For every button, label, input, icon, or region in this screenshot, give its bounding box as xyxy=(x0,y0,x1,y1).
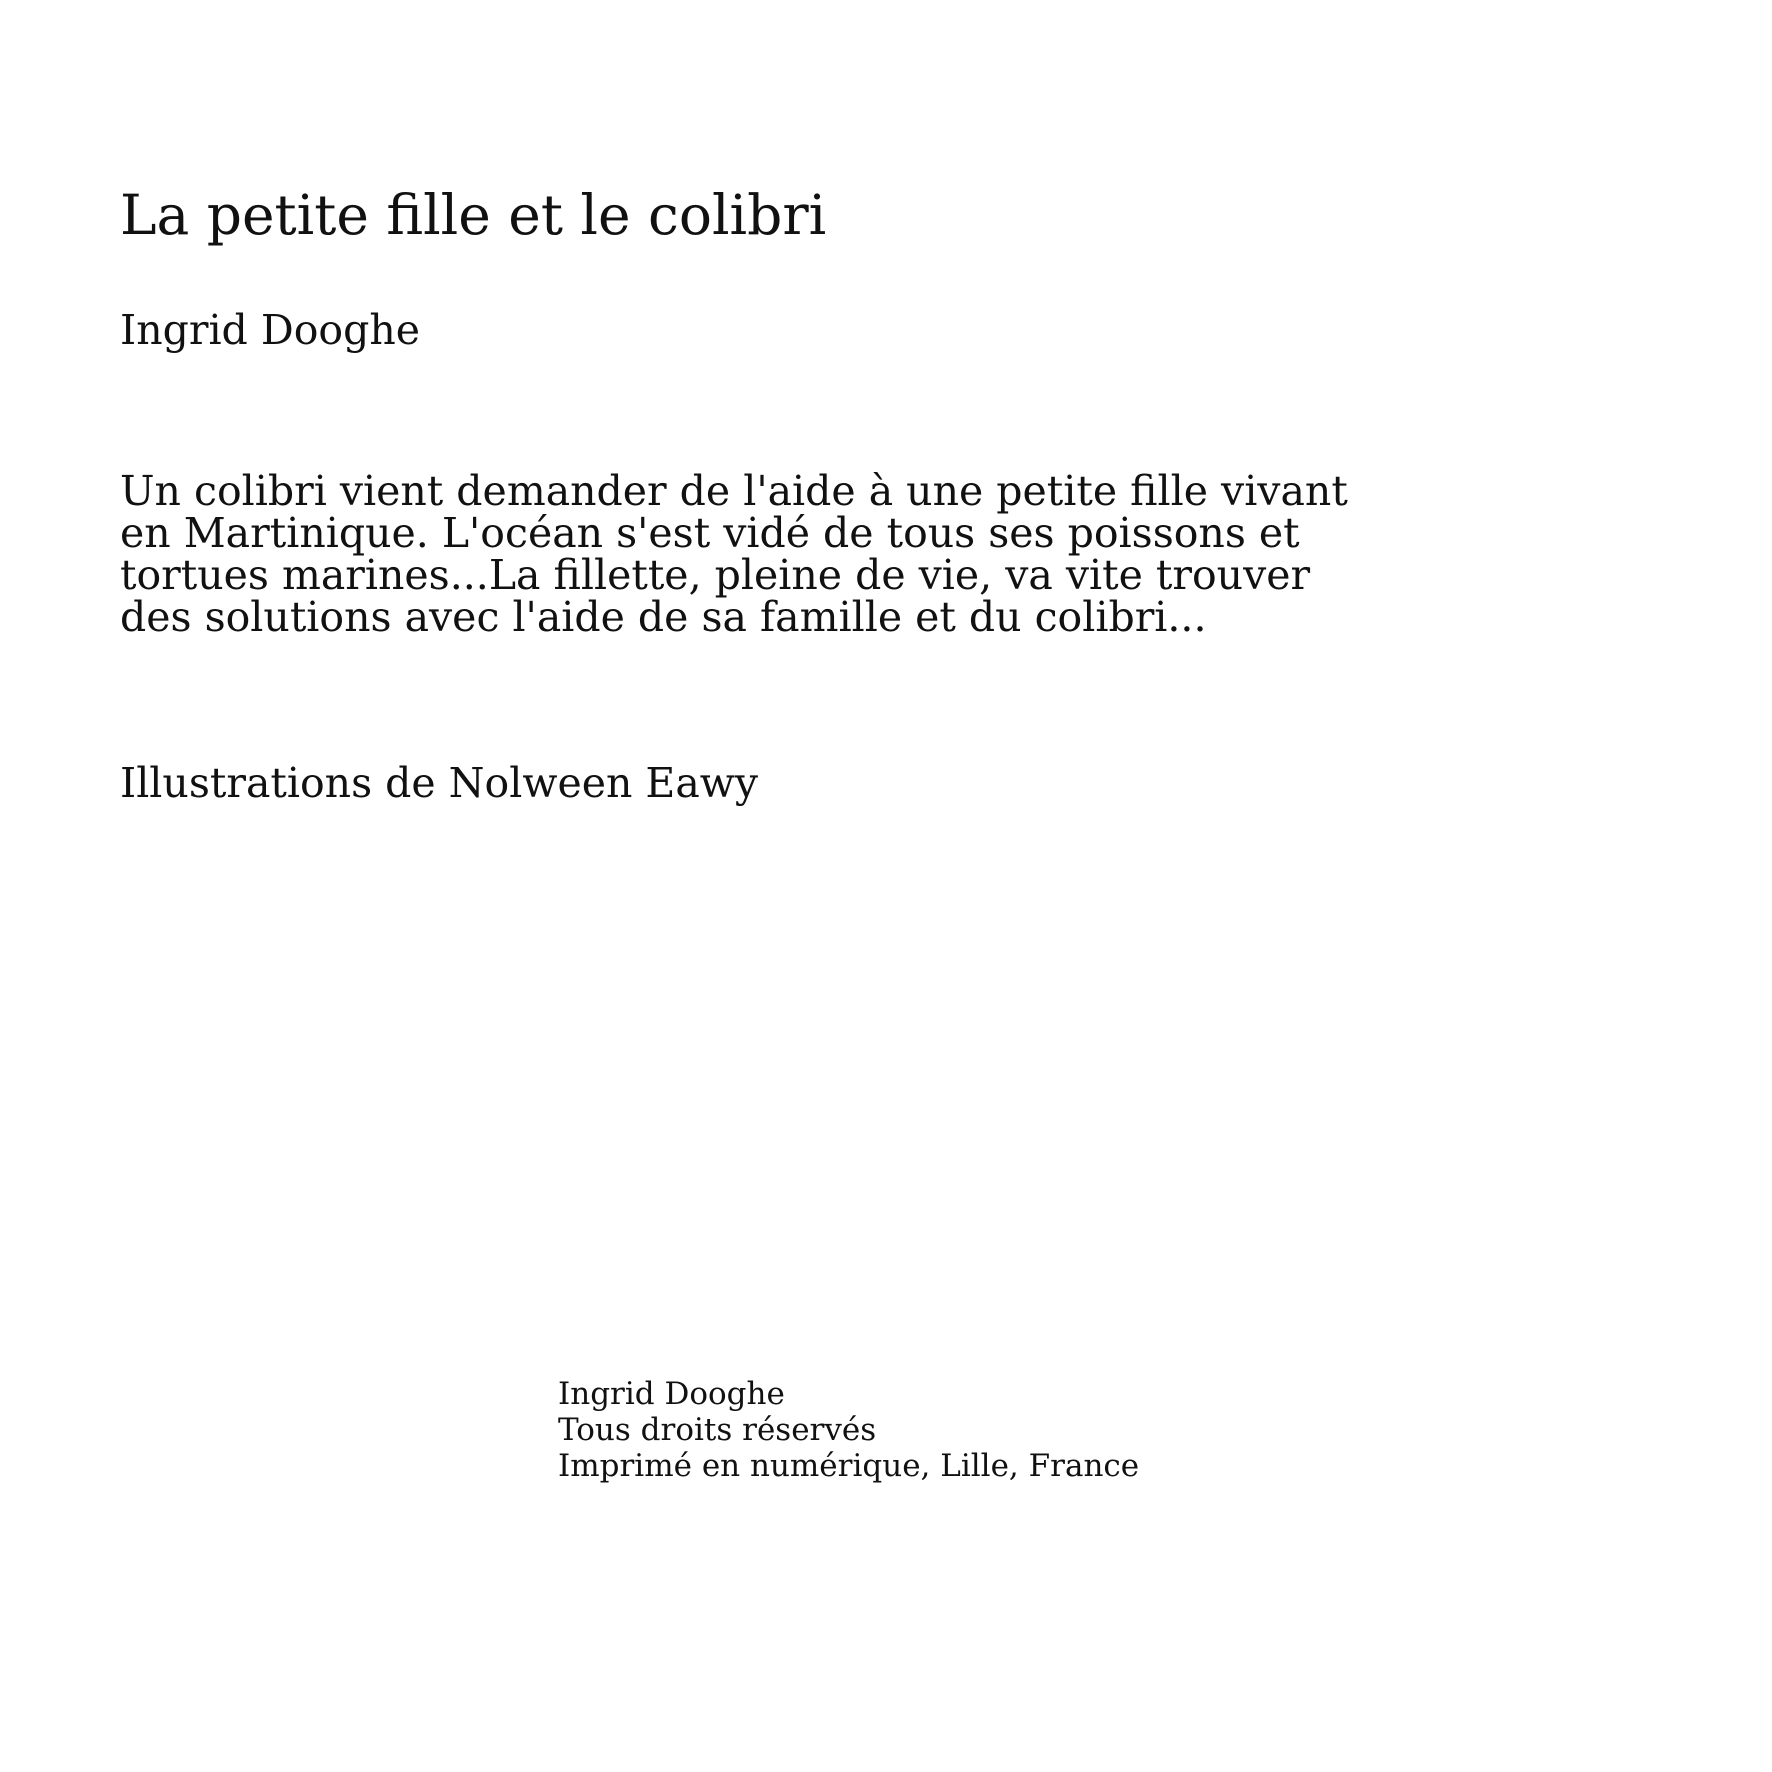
book-title: La petite fille et le colibri xyxy=(120,183,827,247)
colophon-printing: Imprimé en numérique, Lille, France xyxy=(558,1448,1140,1484)
colophon-rights: Tous droits réservés xyxy=(558,1412,877,1448)
author-name: Ingrid Dooghe xyxy=(120,306,420,354)
book-summary: Un colibri vient demander de l'aide à une petite fille vivant en Martinique. L'océan s'est vidé de tous ses poissons et tortues marines...La fillette, pleine de vie, va vite trouver des solutions avec l'aide de sa famille et du colibri... xyxy=(120,467,1348,641)
illustrator-credit: Illustrations de Nolween Eawy xyxy=(120,759,759,807)
colophon xyxy=(558,1376,1139,1484)
colophon-author: Ingrid Dooghe xyxy=(558,1376,785,1412)
